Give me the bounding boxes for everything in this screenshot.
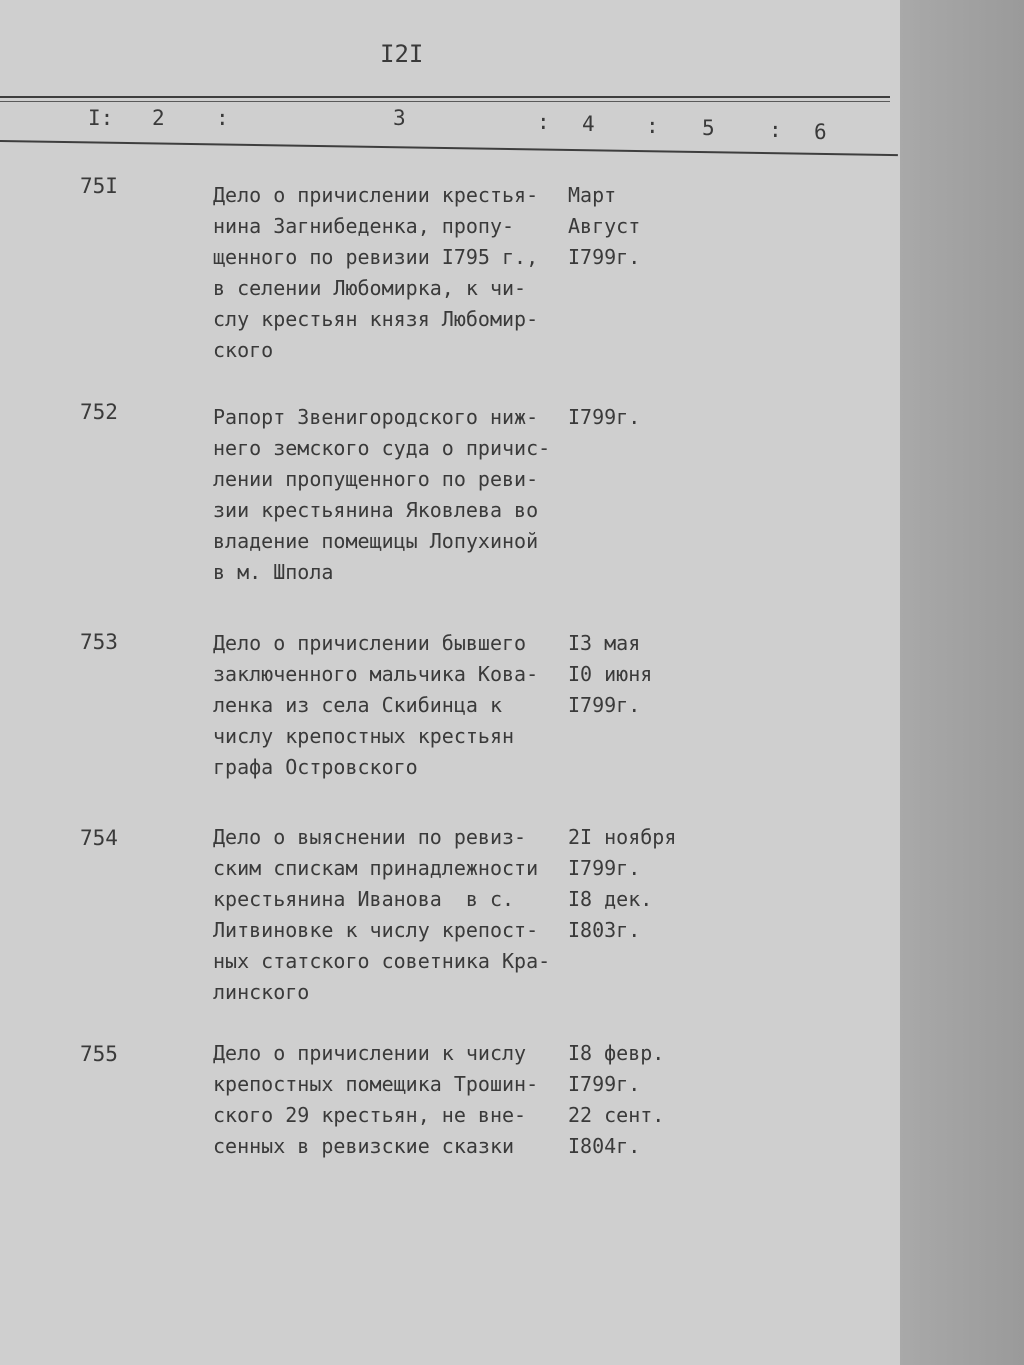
entry-number: 752 (80, 400, 118, 424)
entry-date: 2I ноября I799г. I8 дек. I803г. (568, 825, 677, 942)
header-col-3: 3 (393, 106, 406, 130)
entry-description: Дело о причислении к числу крепостных помещика Трошин- ского 29 крестьян, не вне- сенных в ревизские сказки (213, 1041, 539, 1158)
entry-number: 754 (80, 826, 118, 850)
entry-date: I3 мая I0 июня I799г. (568, 631, 653, 717)
page-number: I2I (380, 40, 424, 68)
page-edge-shadow (900, 0, 1024, 1365)
header-col-6: 6 (814, 120, 827, 144)
header-col-1: I: (88, 106, 114, 130)
entry-date: I8 февр. I799г. 22 сент. I804г. (568, 1041, 665, 1158)
entry-number: 755 (80, 1042, 118, 1066)
header-rule-top (0, 96, 890, 98)
entry-description: Рапорт Звенигородского ниж- него земского суда о причис- лении пропущенного по реви- зии крестьянина Яковлева во владение помещицы Лопухиной в м. Шпола (213, 405, 551, 584)
header-rule-bottom (0, 140, 898, 156)
header-col-4: 4 (582, 112, 595, 136)
entry-number: 75I (80, 174, 118, 198)
entry-description: Дело о причислении крестья- нина Загнибеденка, пропу- щенного по ревизии I795 г., в селении Любомирка, к чи- слу крестьян князя Любомир- ского (213, 183, 539, 362)
header-col-5: 5 (702, 116, 715, 140)
header-sep-2: : (537, 110, 550, 134)
entry-description: Дело о выяснении по ревиз- ским спискам принадлежности крестьянина Иванова в с. Литвиновке к числу крепост- ных статского советника Кра- линского (213, 825, 551, 1004)
header-sep-1: : (216, 106, 229, 130)
entry-date: Март Август I799г. (568, 183, 641, 269)
header-sep-4: : (769, 118, 782, 142)
header-col-2: 2 (152, 106, 165, 130)
entry-number: 753 (80, 630, 118, 654)
header-sep-3: : (646, 114, 659, 138)
entry-description: Дело о причислении бывшего заключенного мальчика Кова- ленка из села Скибинца к числу крепостных крестьян графа Островского (213, 631, 539, 779)
header-rule-top-2 (0, 101, 890, 102)
entry-date: I799г. (568, 405, 641, 429)
